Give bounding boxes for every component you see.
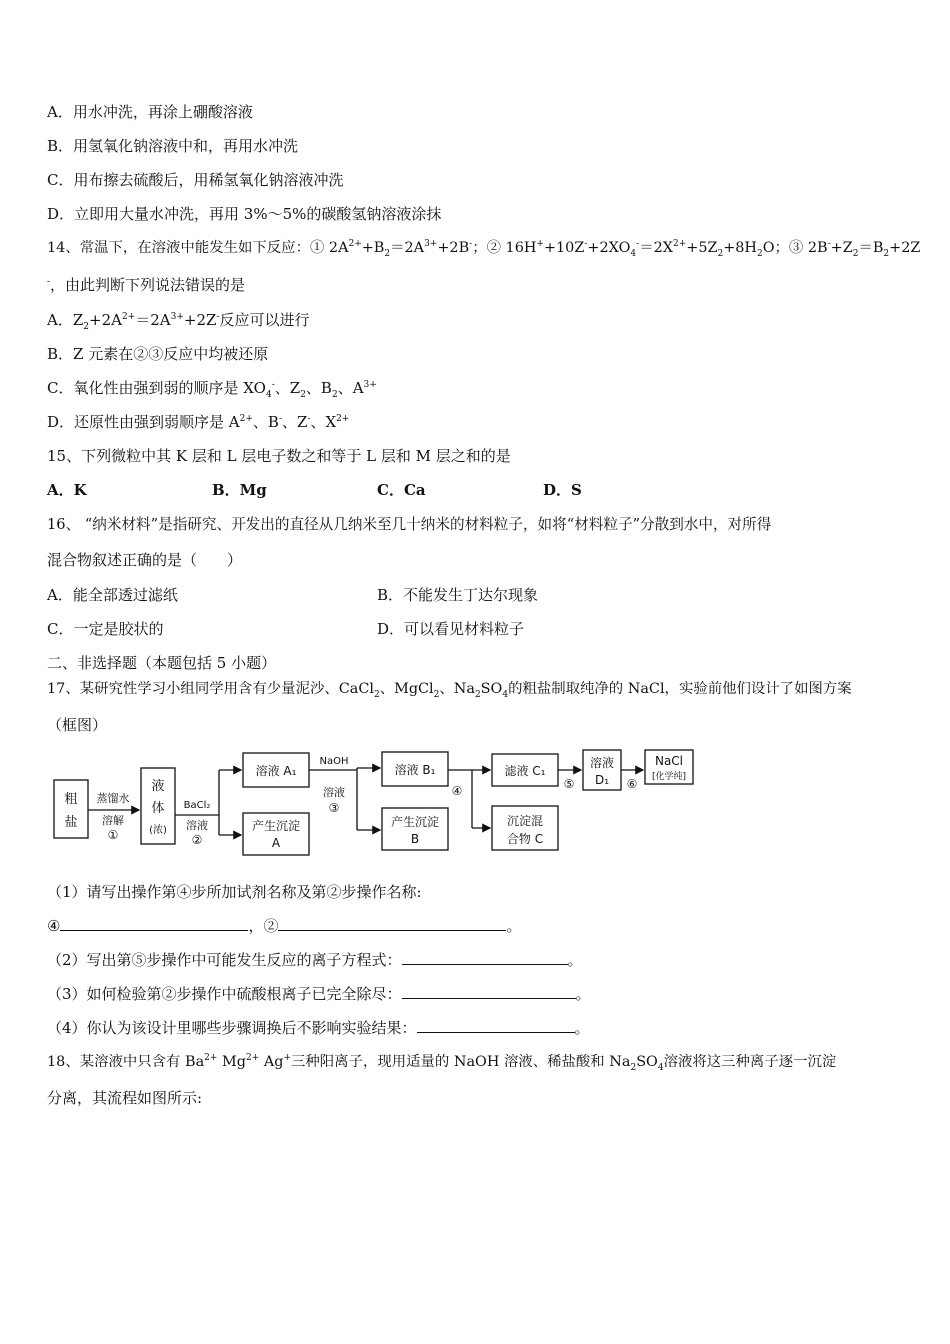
- arrow2-reagent: BaCl₂: [183, 800, 211, 811]
- precipitate-c-label-2: 合物 C: [506, 832, 544, 846]
- q18-stem: 18、某溶液中只含有 $Ba^{2+}$ $Mg^{2+}$ Ag+三种阳离子，现用适量的 NaOH 溶液、稀盐酸和 $Na_2SO_4$溶液将这三种离子逐一沉淀: [47, 1053, 837, 1073]
- arrow3-operation: 溶液: [323, 786, 345, 799]
- arrow5-step: ⑤: [563, 777, 575, 791]
- arrow1-reagent: 蒸馏水: [96, 792, 130, 805]
- arrow2-step: ②: [191, 833, 203, 847]
- q16-option-d: D．可以看见材料粒子: [377, 620, 525, 638]
- arrow6-step: ⑥: [626, 777, 638, 791]
- q15-option-d: D．S: [543, 481, 582, 499]
- q14-option-d: D．还原性由强到弱顺序是 $A^{2+}$、B-、Z-、$X^{2+}$: [47, 413, 350, 431]
- q17-part-3: （3）如何检验第②步操作中硫酸根离子已完全除尽： 。: [47, 985, 591, 1003]
- arrow1-step: ①: [107, 828, 119, 842]
- precipitate-b-label-2: B: [410, 832, 420, 846]
- precipitate-b-label-1: 产生沉淀: [390, 815, 440, 829]
- q17-part-1: （1）请写出操作第④步所加试剂名称及第②步操作名称:: [47, 883, 422, 901]
- liquid-label-2: 体: [151, 801, 165, 816]
- arrow3-step: ③: [328, 801, 340, 815]
- q14-option-b: B．Z 元素在②③反应中均被还原: [47, 345, 269, 363]
- arrow3-reagent: NaOH: [319, 756, 349, 767]
- solution-a-label: 溶液 A₁: [255, 764, 297, 778]
- answer-blank-swap-steps[interactable]: [417, 1018, 575, 1033]
- filtrate-c-label: 滤液 C₁: [504, 764, 546, 778]
- answer-blank-step2[interactable]: [278, 916, 506, 931]
- q15-stem: 15、下列微粒中其 K 层和 L 层电子数之和等于 L 层和 M 层之和的是: [47, 447, 511, 465]
- solution-b-label: 溶液 B₁: [394, 763, 436, 777]
- liquid-label-1: 液: [151, 779, 165, 794]
- q13-option-c: C．用布擦去硫酸后，用稀氢氧化钠溶液冲洗: [47, 171, 344, 189]
- answer-blank-ion-equation[interactable]: [402, 950, 568, 965]
- q17-part-2: （2）写出第⑤步操作中可能发生反应的离子方程式： 。: [47, 951, 583, 969]
- crude-label-2: 盐: [64, 815, 78, 830]
- arrow1-operation: 溶解: [102, 814, 124, 827]
- q13-option-a: A．用水冲洗，再涂上硼酸溶液: [47, 103, 253, 121]
- q16-option-b: B．不能发生丁达尔现象: [377, 586, 539, 604]
- q17-part-1-answers: ④ ，② 。: [47, 917, 522, 935]
- q16-option-a: A．能全部透过滤纸: [47, 586, 178, 604]
- section-heading: 二、非选择题（本题包括 5 小题）: [47, 654, 277, 672]
- nacl-label-2: [化学纯]: [651, 772, 687, 782]
- q17-part-4: （4）你认为该设计里哪些步骤调换后不影响实验结果： 。: [47, 1019, 590, 1037]
- q16-stem: 16、 “纳米材料”是指研究、开发出的直径从几纳米至几十纳米的材料粒子，如将“材料粒子”分散到水中，对所得: [47, 516, 772, 533]
- crude-label-1: 粗: [64, 792, 78, 807]
- solution-d-label-1: 溶液: [589, 756, 615, 770]
- precipitate-c-label-1: 沉淀混: [506, 814, 544, 828]
- solution-d-label-2: D₁: [594, 773, 610, 787]
- q15-option-c: C．Ca: [377, 481, 426, 499]
- precipitate-a-label-2: A: [271, 836, 281, 850]
- nacl-label-1: NaCl: [654, 754, 684, 768]
- q15-option-b: B．Mg: [212, 481, 267, 499]
- process-flow-diagram: [47, 740, 697, 858]
- q15-option-a: A．K: [47, 481, 87, 499]
- q16-stem-cont: 混合物叙述正确的是（ ）: [47, 551, 243, 569]
- q18-stem-cont: 分离，其流程如图所示:: [47, 1089, 203, 1107]
- q14-option-c: C．氧化性由强到弱的顺序是 $XO_4^-$、$Z_2$、$B_2$、$A^{3+}$: [47, 379, 377, 400]
- q16-option-c: C．一定是胶状的: [47, 620, 164, 638]
- q14-option-a: A．$Z_2+2A^{2+}=2A^{3+}+2Z^-$反应可以进行: [47, 311, 310, 332]
- q14-stem-cont: -，由此判断下列说法错误的是: [47, 276, 246, 294]
- q13-option-d: D．立即用大量水冲洗，再用 3%～5%的碳酸氢钠溶液涂抹: [47, 205, 442, 223]
- arrow4-step: ④: [451, 784, 463, 798]
- arrow2-operation: 溶液: [186, 819, 208, 832]
- answer-blank-sulfate-check[interactable]: [402, 984, 576, 999]
- liquid-label-3: (浓): [149, 825, 167, 836]
- q14-stem: 14、常温下，在溶液中能发生如下反应：① $2A^{2+}+B_2=2A^{3+}+2B^-$；② $16H^++10Z^-+2XO_4^-=2X^{2+}+5Z_2+8H_2O$；③ $2B^-+Z_2=B_2+2Z$: [47, 239, 921, 259]
- q13-option-b: B．用氢氧化钠溶液中和，再用水冲洗: [47, 137, 299, 155]
- precipitate-a-label-1: 产生沉淀: [251, 819, 301, 833]
- q17-stem-cont: （框图）: [47, 716, 108, 734]
- q17-stem: 17、某研究性学习小组同学用含有少量泥沙、CaCl$_2$、MgCl$_2$、$Na_2SO_4$的粗盐制取纯净的 NaCl，实验前他们设计了如图方案: [47, 681, 852, 700]
- answer-blank-step4[interactable]: [60, 916, 248, 931]
